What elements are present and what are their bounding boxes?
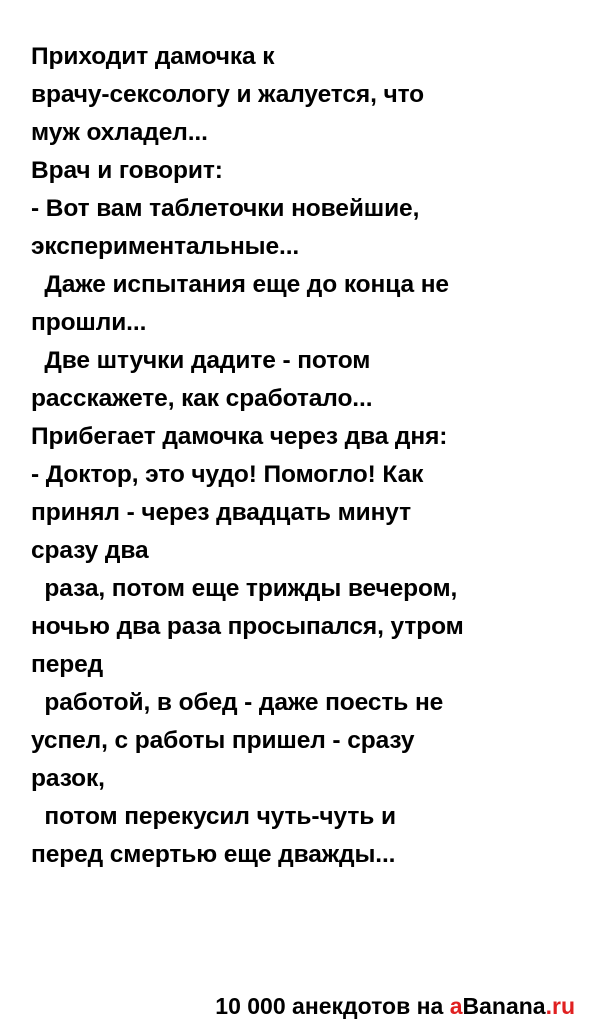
- joke-line: потом перекусил чуть-чуть и: [31, 803, 396, 830]
- joke-line: перед: [31, 651, 104, 678]
- joke-line: муж охладел...: [31, 119, 208, 146]
- joke-line: Даже испытания еще до конца не: [31, 271, 449, 298]
- joke-line: ночью два раза просыпался, утром: [31, 613, 464, 640]
- brand-logo-a: a: [449, 993, 463, 1019]
- joke-line: сразу два: [31, 537, 149, 564]
- joke-line: врачу-сексологу и жалуется, что: [31, 81, 425, 108]
- joke-line: - Доктор, это чудо! Помогло! Как: [31, 461, 424, 488]
- joke-line: Две штучки дадите - потом: [31, 347, 371, 374]
- joke-line: работой, в обед - даже поесть не: [31, 689, 444, 716]
- brand-logo-name: Banana: [462, 993, 546, 1019]
- joke-line: прошли...: [31, 309, 147, 336]
- joke-line: перед смертью еще дважды...: [31, 841, 396, 868]
- joke-text: [31, 38, 591, 874]
- site-footer-credit[interactable]: [203, 955, 575, 1019]
- joke-line: раза, потом еще трижды вечером,: [31, 575, 458, 602]
- joke-line: разок,: [31, 765, 105, 792]
- joke-line: экспериментальные...: [31, 233, 300, 260]
- joke-line: Прибегает дамочка через два дня:: [31, 423, 448, 450]
- joke-line: Врач и говорит:: [31, 157, 223, 184]
- joke-line: Приходит дамочка к: [31, 43, 275, 70]
- joke-line: расскажете, как сработало...: [31, 385, 373, 412]
- joke-line: принял - через двадцать минут: [31, 499, 412, 526]
- footer-prefix: 10 000 анекдотов на: [215, 993, 450, 1019]
- brand-logo-tld: .ru: [545, 993, 575, 1019]
- joke-line: успел, с работы пришел - сразу: [31, 727, 415, 754]
- joke-line: - Вот вам таблеточки новейшие,: [31, 195, 420, 222]
